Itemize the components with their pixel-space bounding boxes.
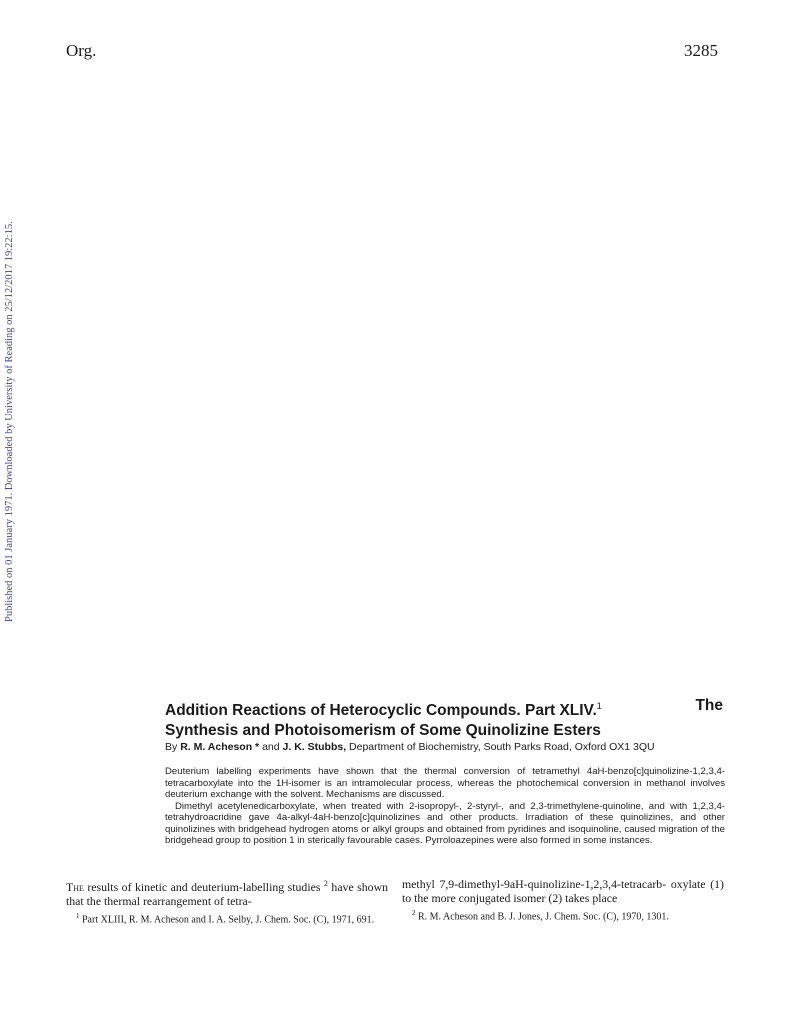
body-left-line-1: results of kinetic and deuterium-labelling studies	[87, 879, 321, 894]
abstract-paragraph-2: Dimethyl acetylenedicarboxylate, when treated with 2-isopropyl-, 2-styryl-, and 2,3-trimethylene-quinoline, and with 1,2,3,4-tetrahydroacridine gave 4a-alkyl-4aH-benzo[c]quinolizines and other products. Irradiation of these quinolizines, and other quinolizines with bridgehead hydrogen atoms or alkyl groups and obtained from pyridines and isoquinoline, caused migration of the bridgehead group to position 1 in sterically favourable cases. Pyrroloazepines were also formed in some instances.	[165, 800, 725, 846]
footnote-1-text: Part XLIII, R. M. Acheson and I. A. Selby, J. Chem. Soc. (C), 1971, 691.	[82, 914, 375, 926]
byline-by: By	[165, 741, 178, 753]
footnote-2	[402, 907, 724, 923]
footnote-2-text: R. M. Acheson and B. J. Jones, J. Chem. Soc. (C), 1970, 1301.	[418, 911, 669, 923]
title-footnote-ref[interactable]: 1	[596, 701, 602, 711]
byline-and: and	[262, 741, 280, 753]
download-watermark: Published on 01 January 1971. Downloaded by University of Reading on 25/12/2017 19:22:15.	[4, 221, 15, 622]
body-left-line-2: have shown that the thermal rearrangement of tetra-	[66, 879, 388, 908]
lead-word: The	[66, 879, 84, 894]
footnote-2-mark: 2	[412, 909, 416, 917]
affiliation: Department of Biochemistry, South Parks Road, Oxford OX1 3QU	[349, 741, 655, 753]
footnote-1	[66, 910, 388, 926]
journal-header: Org.	[66, 41, 97, 60]
author-2: J. K. Stubbs,	[282, 741, 347, 753]
body-text-left	[66, 877, 388, 908]
page-number: 3285	[684, 41, 718, 60]
title-line-1-end: The	[695, 697, 723, 714]
title-line-1	[165, 696, 723, 721]
title-line-2: Synthesis and Photoisomerism of Some Quinolizine Esters	[165, 722, 601, 740]
title-line-1-main	[165, 696, 602, 721]
body-text-right: methyl 7,9-dimethyl-9aH-quinolizine-1,2,3,4-tetracarb- oxylate (1) to the more conjugated isomer (2) takes place	[402, 877, 724, 905]
ref-2-marker[interactable]: 2	[323, 879, 328, 888]
byline	[165, 741, 725, 753]
title-part-number: Addition Reactions of Heterocyclic Compounds. Part XLIV.	[165, 702, 597, 720]
body-column-right	[402, 877, 724, 923]
abstract	[165, 766, 725, 847]
footnote-1-mark: 1	[76, 911, 80, 920]
article-title	[165, 696, 723, 741]
abstract-paragraph-1: Deuterium labelling experiments have shown that the thermal conversion of tetramethyl 4aH-benzo[c]quinolizine-1,2,3,4-tetracarboxylate into the 1H-isomer is an intramolecular process, whereas the photochemical conversion in methanol involves deuterium exchange with the solvent. Mechanisms are discussed.	[165, 766, 725, 800]
author-1: R. M. Acheson *	[180, 741, 260, 753]
body-column-left	[66, 877, 388, 926]
